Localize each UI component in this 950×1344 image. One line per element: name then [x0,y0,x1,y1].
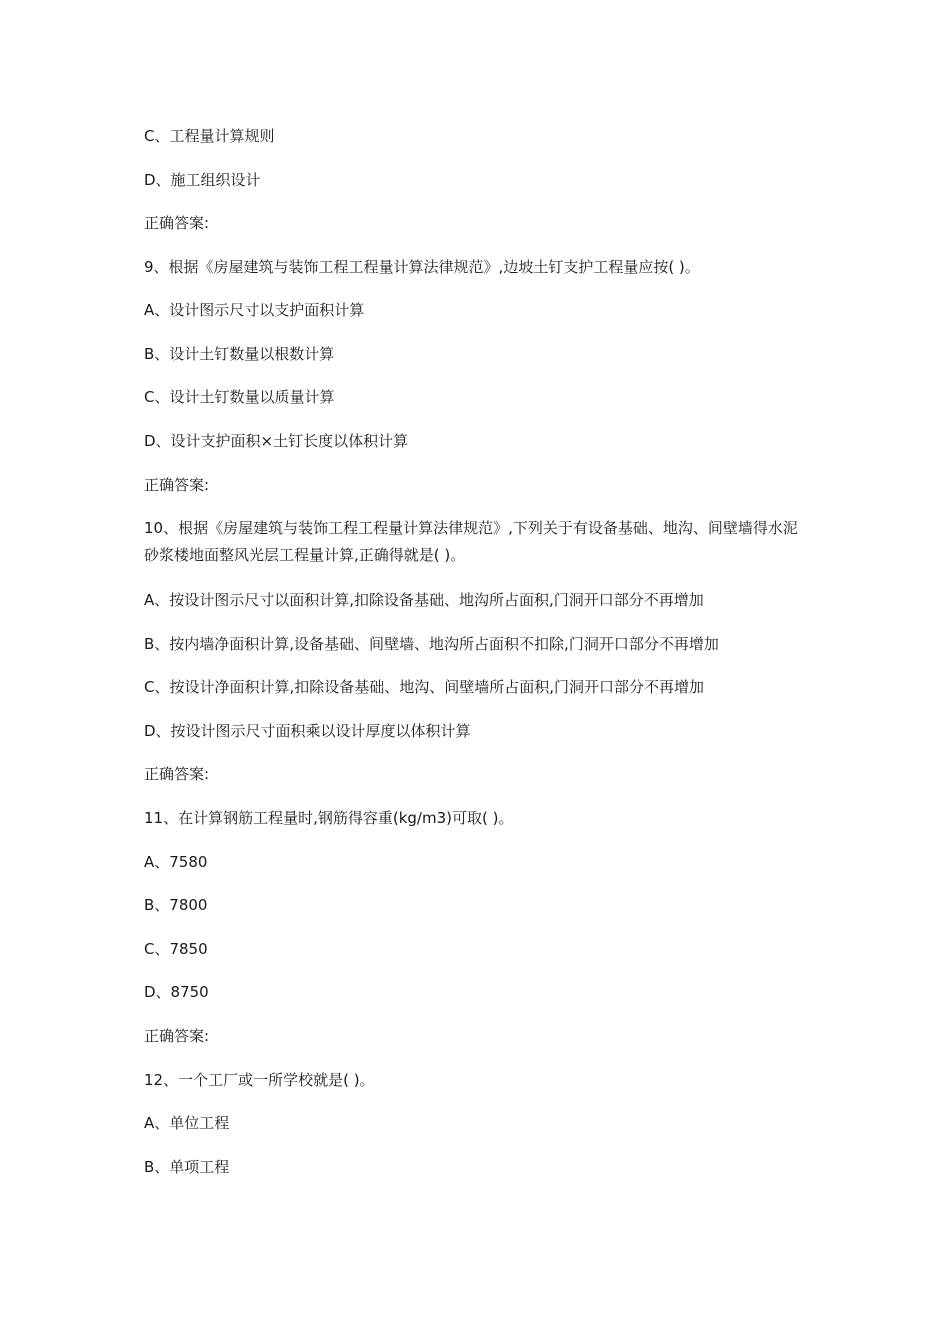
answer-label-q8: 正确答案: [144,214,210,232]
option-c-q8: C、工程量计算规则 [144,127,275,145]
option-b-q12: B、单项工程 [144,1158,230,1176]
option-a-q12: A、单位工程 [144,1114,230,1132]
answer-label-q11: 正确答案: [144,1027,210,1045]
question-12: 12、一个工厂或一所学校就是( )。 [144,1071,375,1089]
option-b-q9: B、设计土钉数量以根数计算 [144,345,335,363]
option-a-q11: A、7580 [144,853,208,871]
answer-label-q9: 正确答案: [144,476,210,494]
option-c-q11: C、7850 [144,940,208,958]
question-11: 11、在计算钢筋工程量时,钢筋得容重(kg/m3)可取( )。 [144,809,514,827]
question-10: 10、根据《房屋建筑与装饰工程工程量计算法律规范》,下列关于有设备基础、地沟、间壁墙得水泥砂浆楼地面整风光层工程量计算,正确得就是( )。 [144,519,798,564]
option-d-q8: D、施工组织设计 [144,171,261,189]
option-d-q9: D、设计支护面积×土钉长度以体积计算 [144,432,409,450]
option-b-q10: B、按内墙净面积计算,设备基础、间壁墙、地沟所占面积不扣除,门洞开口部分不再增加 [144,635,719,653]
option-d-q10: D、按设计图示尺寸面积乘以设计厚度以体积计算 [144,722,471,740]
option-d-q11: D、8750 [144,983,209,1001]
answer-label-q10: 正确答案: [144,765,210,783]
option-c-q9: C、设计土钉数量以质量计算 [144,388,335,406]
option-a-q9: A、设计图示尺寸以支护面积计算 [144,301,365,319]
question-9: 9、根据《房屋建筑与装饰工程工程量计算法律规范》,边坡土钉支护工程量应按( )。 [144,258,700,276]
option-c-q10: C、按设计净面积计算,扣除设备基础、地沟、间壁墙所占面积,门洞开口部分不再增加 [144,678,705,696]
option-a-q10: A、按设计图示尺寸以面积计算,扣除设备基础、地沟所占面积,门洞开口部分不再增加 [144,591,704,609]
option-b-q11: B、7800 [144,896,208,914]
